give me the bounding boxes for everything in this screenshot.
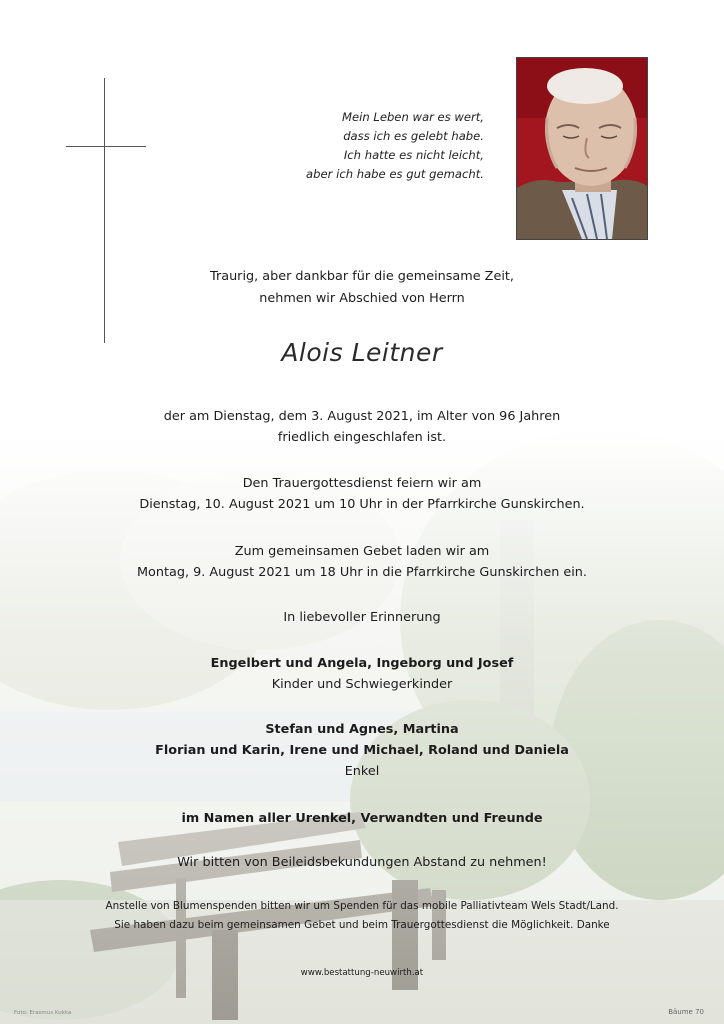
children-role: Kinder und Schwiegerkinder [271,677,453,692]
poem-line: Mein Leben war es wert, [341,110,484,124]
grandchildren-names: Florian und Karin, Irene und Michael, Roland und Daniela [155,743,569,758]
website-link[interactable]: www.bestattung-neuwirth.at [300,968,424,978]
children-names: Engelbert und Angela, Ingeborg und Josef [210,656,514,671]
prayer-line: Zum gemeinsamen Gebet laden wir am [234,544,490,559]
prayer-line: Montag, 9. August 2021 um 18 Uhr in die Pfarrkirche Gunskirchen ein. [137,565,587,580]
template-label: Bäume 70 [668,1008,704,1016]
funeral-service-info [30,473,694,515]
death-notice-line: der am Dienstag, dem 3. August 2021, im Alter von 96 Jahren [163,409,561,424]
grandchildren-block [30,719,694,782]
intro-text [30,266,694,310]
donation-line: Anstelle von Blumenspenden bitten wir um Spenden für das mobile Palliativteam Wels Stadt/Land. [105,900,619,912]
grandchildren-names: Stefan und Agnes, Martina [265,722,459,737]
children-block [30,653,694,695]
donation-note [30,897,694,935]
death-notice [30,406,694,448]
funeral-line: Den Trauergottesdienst feiern wir am [242,476,482,491]
intro-line: Traurig, aber dankbar für die gemeinsame Zeit, [210,269,514,284]
condolence-note: Wir bitten von Beileidsbekundungen Abstand zu nehmen! [177,855,547,870]
poem-verse [250,108,484,184]
prayer-info [30,541,694,583]
photo-credit: Foto: Erasmus Kukka [14,1010,72,1016]
donation-line: Sie haben dazu beim gemeinsamen Gebet und beim Trauergottesdienst die Möglichkeit. Danke [114,919,610,931]
memory-line: In liebevoller Erinnerung [283,610,441,625]
poem-line: Ich hatte es nicht leicht, [343,148,484,162]
cross-horizontal-bar [66,146,146,147]
grandchildren-role: Enkel [344,764,380,779]
family-line: im Namen aller Urenkel, Verwandten und Freunde [181,811,543,826]
death-notice-line: friedlich eingeschlafen ist. [277,430,447,445]
poem-line: dass ich es gelebt habe. [343,129,484,143]
deceased-name: Alois Leitner [281,338,443,367]
poem-line: aber ich habe es gut gemacht. [306,167,484,181]
intro-line: nehmen wir Abschied von Herrn [259,291,465,306]
funeral-line: Dienstag, 10. August 2021 um 10 Uhr in der Pfarrkirche Gunskirchen. [139,497,585,512]
portrait-photo [516,57,648,240]
